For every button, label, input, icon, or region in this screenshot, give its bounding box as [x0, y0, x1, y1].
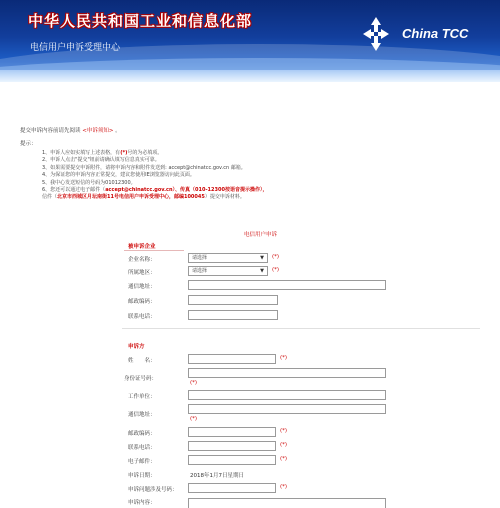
- section-divider: [122, 328, 480, 329]
- required-mark: (*): [280, 484, 288, 490]
- name-label: 姓 名：: [128, 358, 156, 364]
- name-input[interactable]: [188, 354, 276, 364]
- company-address-input[interactable]: [188, 280, 386, 290]
- company-name-value: 请选择: [192, 255, 208, 261]
- company-postcode-label: 邮政编码：: [128, 299, 156, 305]
- company-name-select[interactable]: [188, 253, 268, 263]
- chevron-down-icon: ▼: [260, 255, 264, 261]
- work-unit-input[interactable]: [188, 390, 386, 400]
- complainant-section-title: 申诉方: [128, 344, 145, 350]
- chevron-down-icon: ▼: [260, 268, 264, 274]
- company-address-label: 通信地址：: [128, 284, 156, 290]
- complaint-date-value: 2018年1月7日星期日: [190, 473, 244, 479]
- complainant-phone-input[interactable]: [188, 441, 276, 451]
- email-input[interactable]: [188, 455, 276, 465]
- company-name-label: 企业名称：: [128, 257, 156, 263]
- work-unit-label: 工作单位：: [128, 394, 156, 400]
- tips-label: 提示：: [20, 141, 37, 147]
- notice-suffix: 。: [115, 128, 121, 134]
- company-section-title: 被申诉企业: [128, 244, 156, 250]
- required-mark: (*): [272, 254, 280, 260]
- notice-line: [20, 126, 121, 134]
- required-mark: (*): [280, 428, 288, 434]
- region-select[interactable]: [188, 266, 268, 276]
- complaint-notice-link[interactable]: <申诉须知>: [82, 128, 114, 134]
- logo-text: China TCC: [402, 26, 469, 41]
- header-banner: [0, 0, 500, 82]
- region-value: 请选择: [192, 268, 208, 274]
- form-title: 电信用户申诉: [244, 232, 278, 238]
- tip-item: 6、您还可以通过电子邮件（accept@chinatcc.gov.cn）、传真（010-12300按语音提示操作），: [42, 187, 268, 194]
- region-label: 所属地区：: [128, 270, 156, 276]
- email-label: 电子邮件：: [128, 459, 156, 465]
- related-number-input[interactable]: [188, 483, 276, 493]
- tip-item: 1、申诉人应如实填写上述表格，有(*)号的为必填项。: [42, 150, 163, 156]
- complainant-phone-label: 联系电话：: [128, 445, 156, 451]
- required-mark: (*): [280, 442, 288, 448]
- site-subtitle: 电信用户申诉受理中心: [30, 43, 121, 53]
- complaint-date-label: 申诉日期：: [128, 473, 156, 479]
- site-title: 中华人民共和国工业和信息化部: [28, 12, 253, 30]
- company-phone-label: 联系电话：: [128, 314, 156, 320]
- company-phone-input[interactable]: [188, 310, 278, 320]
- required-mark: (*): [272, 267, 280, 273]
- required-mark: (*): [280, 456, 288, 462]
- banner-strip: [0, 70, 500, 82]
- required-mark: (*): [280, 355, 288, 361]
- section-rule: [124, 250, 184, 251]
- tip-item: 信件（北京市西城区月坛南街11号电信用户申诉受理中心，邮编100045）提交申诉材料。: [42, 194, 245, 201]
- china-tcc-logo-icon: [358, 16, 394, 52]
- tip-item: 5、我中心发送短信的号码为01012300。: [42, 179, 136, 186]
- tips-list: [42, 150, 482, 202]
- complainant-address-input[interactable]: [188, 404, 386, 414]
- related-number-label: 申诉问题涉及号码：: [128, 487, 178, 493]
- company-postcode-input[interactable]: [188, 295, 278, 305]
- id-number-input[interactable]: [188, 368, 386, 378]
- tip-item: 2、申诉人点击"提交"钮前请确认填写信息真实可靠。: [42, 157, 160, 164]
- complainant-postcode-label: 邮政编码：: [128, 431, 156, 437]
- id-number-label: 身份证号码：: [124, 376, 158, 382]
- required-mark: (*): [190, 380, 198, 386]
- complainant-postcode-input[interactable]: [188, 427, 276, 437]
- complaint-content-label: 申诉内容：: [128, 500, 156, 506]
- main-content: [0, 82, 500, 508]
- complaint-content-textarea[interactable]: [188, 498, 386, 508]
- tip-item: 3、如果需要提交申诉附件，请将申诉内容和附件发送到: accept@chinatcc.gov.cn 邮箱。: [42, 164, 246, 171]
- required-mark: (*): [190, 416, 198, 422]
- complainant-address-label: 通信地址：: [128, 412, 156, 418]
- tip-item: 4、为保证您的申诉内容正常提交，建议您使用IE浏览器访问此页面。: [42, 172, 195, 179]
- notice-prefix: 提交申诉内容前请先阅读: [20, 128, 81, 134]
